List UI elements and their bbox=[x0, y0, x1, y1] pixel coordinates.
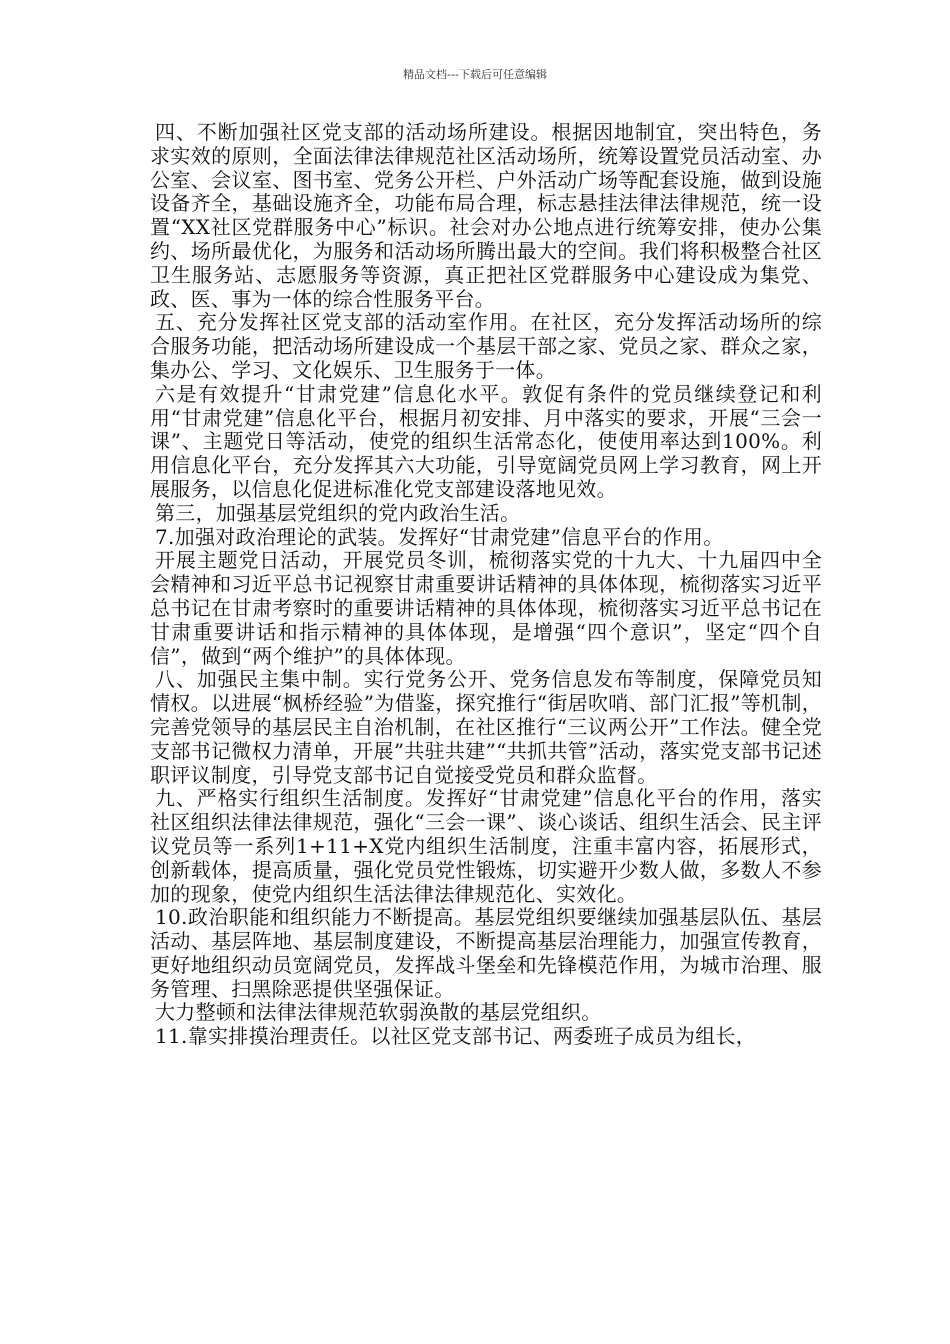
paragraph-theme-party-day: 开展主题党日活动，开展党员冬训，梳彻落实党的十九大、十九届四中全会精神和习近平总书记视察甘肃重要讲话精神的具体体现，梳彻落实习近平总书记在甘肃考察时的重要讲话精神的具体体现，梳彻落实习近平总书记在甘肃重要讲话和指示精神的具体体现，是增强“四个意识”，坚定“四个自信”，做到“两个维护”的具体体现。 bbox=[150, 548, 822, 668]
paragraph-political-theory: 7.加强对政治理论的武装。发挥好“甘肃党建”信息平台的作用。 bbox=[155, 524, 724, 549]
paragraph-community-venue: 四、不断加强社区党支部的活动场所建设。根据因地制宜，突出特色，务求实效的原则，全面法律法律规范社区活动场所，统筹设置党员活动室、办公室、会议室、图书室、党务公开栏、户外活动广场等配套设施，做到设施设备齐全，基础设施齐全，功能布局合理，标志悬挂法律法律规范，统一设置“XX社区党群服务中心”标识。社会对办公地点进行统筹安排，使办公集约、场所最优化，为服务和活动场所腾出最大的空间。我们将积极整合社区卫生服务站、志愿服务等资源，真正把社区党群服务中心建设成为集党、政、医、事为一体的综合性服务平台。 bbox=[150, 120, 822, 311]
paragraph-democratic-centralism: 八、加强民主集中制。实行党务公开、党务信息发布等制度，保障党员知情权。以进展“枫桥经验”为借鉴，探究推行“街居吹哨、部门汇报”等机制，完善党领导的基层民主自治机制，在社区推行“三议两公开”工作法。健全党支部书记微权力清单，开展”共驻共建”“共抓共管”活动，落实党支部书记述职评议制度，引导党支部书记自觉接受党员和群众监督。 bbox=[150, 667, 822, 787]
paragraph-section-three-heading: 第三，加强基层党组织的党内政治生活。 bbox=[155, 500, 521, 525]
paragraph-governance-responsibility: 11.靠实排摸治理责任。以社区党支部书记、两委班子成员为组长， bbox=[155, 1024, 757, 1049]
paragraph-political-function: 10.政治职能和组织能力不断提高。基层党组织要继续加强基层队伍、基层活动、基层阵地、基层制度建设，不断提高基层治理能力，加强宣传教育，更好地组织动员宽阔党员，发挥战斗堡垒和先锋模范作用，为城市治理、服务管理、扫黑除恶提供坚强保证。 bbox=[150, 905, 822, 1001]
paragraph-rectify-weak-organizations: 大力整顿和法律法律规范软弱涣散的基层党组织。 bbox=[155, 1000, 602, 1025]
paragraph-activity-room: 五、充分发挥社区党支部的活动室作用。在社区，充分发挥活动场所的综合服务功能，把活动场所建设成一个基层干部之家、党员之家、群众之家，集办公、学习、文化娱乐、卫生服务于一体。 bbox=[150, 310, 822, 382]
paragraph-organizational-life: 九、严格实行组织生活制度。发挥好“甘肃党建”信息化平台的作用，落实社区组织法律法律规范，强化“三会一课”、谈心谈话、组织生活会、民主评议党员等一系列1+11+X党内组织生活制度，注重丰富内容，拓展形式，创新载体，提高质量，强化党员党性锻炼，切实避开少数人做，多数人不参加的现象，使党内组织生活法律法律规范化、实效化。 bbox=[150, 786, 822, 906]
page-header: 精品文档---下载后可任意编辑 bbox=[403, 68, 547, 81]
paragraph-gansu-party-building: 六是有效提升“甘肃党建”信息化水平。敦促有条件的党员继续登记和利用“甘肃党建”信息化平台，根据月初安排、月中落实的要求，开展“三会一课”、主题党日等活动，使党的组织生活常态化，使使用率达到100%。利用信息化平台，充分发挥其六大功能，引导宽阔党员网上学习教育，网上开展服务，以信息化促进标准化党支部建设落地见效。 bbox=[150, 381, 822, 501]
document-body bbox=[150, 121, 822, 1049]
